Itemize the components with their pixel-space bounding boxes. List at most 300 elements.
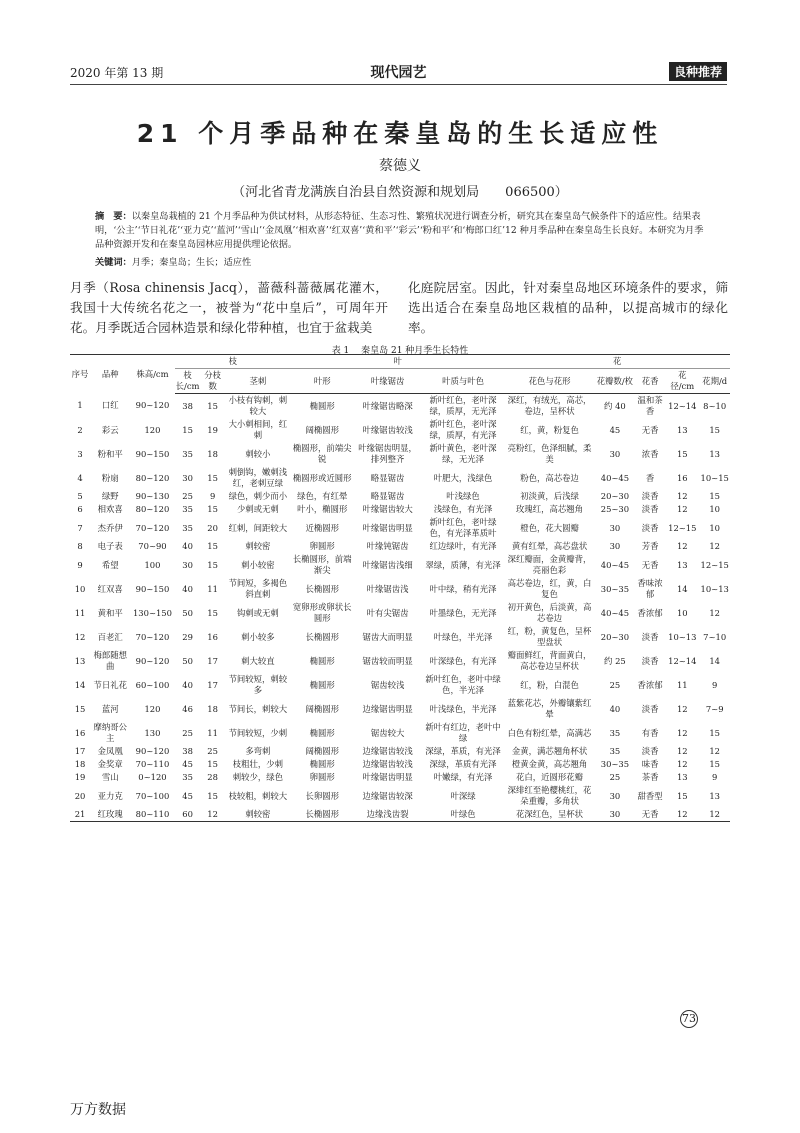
table-cell: 12 (676, 727, 688, 738)
table-cell: 90~120 (135, 655, 170, 666)
table-cell: 粉和平 (97, 448, 123, 459)
table-cell: 19 (74, 772, 86, 782)
table-cell: 7~9 (705, 703, 724, 714)
table-cell: 13 (709, 790, 721, 801)
table-cell: 17 (74, 746, 86, 756)
table-cell: 11 (207, 583, 218, 594)
table-cell: 10~15 (700, 472, 729, 483)
table-cell: 13 (676, 424, 688, 435)
table-cell: 12 (676, 746, 688, 756)
table-cell: 叶缘锯齿较大 (362, 504, 413, 514)
table-row (70, 553, 730, 577)
keywords (95, 254, 705, 268)
table-cell: 电子表 (97, 541, 123, 551)
table-cell: 7~10 (703, 631, 727, 642)
table-cell: 橙色，花大圆瓣 (520, 522, 579, 533)
table-cell: 40~45 (600, 472, 630, 483)
table-cell: 叶缘锯齿浅 (366, 583, 409, 594)
table-cell: 30 (182, 472, 193, 483)
table-cell: 12~15 (668, 522, 697, 533)
col-name: 品种 (90, 355, 130, 394)
table-cell: 无香 (641, 424, 659, 435)
col-branch-num: 分枝数 (201, 369, 225, 394)
table-cell: 30 (609, 522, 621, 533)
table-cell: 18 (74, 759, 86, 769)
table-cell: 叶深绿 (450, 790, 476, 801)
table-cell: 13 (676, 772, 688, 782)
table-cell: 叶缘钝锯齿 (366, 541, 409, 551)
table-cell: 叶缘锯齿明显 (362, 522, 413, 533)
col-branch-len: 枝长/cm (175, 369, 201, 394)
table-cell: 橙黄金黄，高芯翘角 (511, 759, 588, 769)
table-cell: 金凤凰 (97, 746, 123, 756)
table-cell: 新叶红色，老叶绿色，有光泽革质叶 (429, 517, 497, 538)
table-cell: 长卵圆形 (305, 790, 339, 801)
table-cell: 35 (182, 448, 193, 459)
table-cell: 12~14 (668, 655, 697, 666)
abstract-text: 以秦皇岛栽植的 21 个月季品种为供试材料，从形态特征、生态习性、繁殖状况进行调查分析，研究其在秦皇岛气候条件下的适应性。结果表明，‘公主’‘节日礼花’‘亚力克’‘蓝河’‘雪山’‘金凤凰’‘相欢喜’‘红双喜’‘黄和平’‘彩云’‘粉和平’和‘梅郎口红’12 种月季品种在秦皇岛生长良好。本研究为月季品种资源开发和在秦皇岛园林应用提供理论依据。 (95, 211, 704, 250)
table-cell: 29 (182, 631, 193, 642)
table-cell: 红，粉，白混色 (520, 679, 579, 690)
table-cell: 14 (74, 679, 86, 690)
table-cell: 12~15 (700, 559, 729, 570)
table-cell: 翠绿，质薄，有光泽 (425, 559, 501, 570)
table-cell: 瓣面鲜红，背面黄白，高芯卷边呈杯状 (507, 650, 592, 671)
table-cell: 25~30 (600, 504, 630, 514)
table-cell: 大小刺相间，红刺 (228, 419, 288, 440)
table-cell: 卵圆形 (309, 541, 335, 551)
table-row (70, 721, 730, 745)
table-cell: 90~120 (135, 746, 170, 756)
table-cell: 刺较小 (245, 448, 271, 459)
table-cell: 13 (709, 448, 721, 459)
table-cell: 35 (182, 504, 193, 514)
table-cell: 粉扇 (101, 472, 119, 483)
table-cell: 淡香 (641, 655, 659, 666)
table-cell: 30 (182, 559, 193, 570)
table-cell: 花白，近圆形花瓣 (516, 772, 584, 782)
table-cell: 枝粗壮，少刺 (232, 759, 283, 769)
table-cell: 粉色，高芯卷边 (520, 472, 579, 483)
table-cell: 锯齿较大 (370, 727, 405, 738)
table-cell: 40 (182, 679, 193, 690)
table-cell: 蓝紫花芯，外瓣镶紫红晕 (507, 698, 592, 719)
table-cell: 21 (70, 808, 90, 822)
table-cell: 长椭圆形 (291, 808, 353, 822)
keywords-text: 月季；秦皇岛；生长；适应性 (131, 257, 252, 268)
table-cell: 17 (207, 679, 218, 690)
table-cell: 16 (676, 472, 688, 483)
table-cell: 25 (207, 746, 218, 756)
table-cell: 甜香型 (637, 790, 663, 801)
table-cell: 28 (207, 772, 218, 782)
table-cell: 花深红色，呈杯状 (504, 808, 595, 822)
table-cell: 红边绿叶，有光泽 (429, 541, 497, 551)
table-cell: 16 (74, 727, 86, 738)
table-cell: 8~10 (703, 400, 727, 411)
table-cell: 节间较短，刺较多 (228, 674, 288, 695)
table-cell: 叶中绿，稍有光泽 (429, 583, 497, 594)
table-cell: 约 25 (604, 655, 626, 666)
table-cell: 香浓郁 (637, 607, 663, 618)
table-cell: 深绿，革质有光泽 (429, 759, 497, 769)
table-cell: 50 (182, 607, 193, 618)
table-cell: 白色有粉红晕，高满芯 (507, 727, 592, 738)
table-cell: 80~120 (135, 472, 170, 483)
table-cell: 长椭圆形，前端渐尖 (292, 554, 352, 575)
table-cell: 13 (74, 655, 86, 666)
table-cell: 长椭圆形 (305, 631, 339, 642)
table-cell: 刺较少，绿色 (232, 772, 283, 782)
table-cell: 叶绿色 (422, 808, 504, 822)
table-cell: 16 (207, 631, 218, 642)
table-cell: 希望 (101, 559, 119, 570)
table-cell: 50 (182, 655, 193, 666)
table-cell: 40 (609, 703, 621, 714)
table-cell: 淡香 (641, 504, 659, 514)
table-row (70, 442, 730, 466)
table-cell: 多弯刺 (245, 746, 271, 756)
table-cell: 38 (182, 400, 193, 411)
table-row (70, 784, 730, 808)
section-badge: 良种推荐 (669, 62, 727, 81)
table-row (70, 625, 730, 649)
table-cell: 椭圆形 (309, 759, 335, 769)
table-cell: 约 40 (604, 400, 626, 411)
table-cell: 90~150 (135, 583, 170, 594)
table-cell: 新叶红色，老叶深绿，质厚，有光泽 (429, 419, 497, 440)
table-cell: 长椭圆形 (305, 583, 339, 594)
running-header (70, 62, 727, 82)
page-number: 73 (680, 1010, 698, 1028)
table-cell: 9 (712, 772, 718, 782)
table-cell: 35 (182, 522, 193, 533)
table-cell: 8 (77, 541, 83, 551)
table-cell: 高芯卷边，红，黄，白复色 (507, 578, 592, 599)
table-cell: 45 (609, 424, 621, 435)
table-cell: 椭圆形 (309, 727, 335, 738)
col-group-leaf: 叶 (291, 355, 504, 369)
table-cell: 18 (207, 703, 218, 714)
table-cell: 30~35 (600, 583, 630, 594)
table-cell: 叶浅绿色 (446, 491, 480, 501)
table-cell: 9 (209, 491, 216, 501)
table-cell: 20~30 (600, 491, 630, 501)
table-cell: 椭圆形或近圆形 (292, 472, 352, 483)
col-leaf-shape: 叶形 (291, 369, 353, 394)
table-cell: 30 (609, 541, 621, 551)
table-cell: 亮粉红，色泽细腻，柔美 (507, 443, 592, 464)
table-row (70, 577, 730, 601)
table-cell: 彩云 (101, 424, 119, 435)
table-row (70, 673, 730, 697)
table-cell: 金奖章 (97, 759, 123, 769)
table-cell: 叶有尖锯齿 (366, 607, 409, 618)
table-cell: 15 (182, 424, 193, 435)
table-row (70, 601, 730, 625)
table-cell: 叶缘锯齿浅细 (362, 559, 413, 570)
table-cell: 70~110 (135, 759, 170, 769)
table-cell: 叶缘锯齿明显 (362, 772, 413, 782)
table-cell: 12 (699, 808, 730, 822)
table-cell: 9 (712, 679, 718, 690)
table-cell: 25 (609, 679, 621, 690)
table-cell: 25 (182, 491, 193, 501)
table-cell: 18 (207, 448, 218, 459)
table-cell: 浅绿色，有光泽 (433, 504, 493, 514)
table-cell: 1 (77, 400, 83, 411)
table-cell: 10 (709, 504, 721, 514)
table-cell: 35 (609, 746, 621, 756)
table-cell: 11 (207, 727, 218, 738)
col-group-flower: 花 (504, 355, 730, 369)
table-cell: 90~150 (135, 448, 170, 459)
table-cell: 15 (709, 759, 721, 769)
table-cell: 120 (144, 424, 161, 435)
table-cell: 5 (77, 491, 83, 501)
table-cell: 味香 (641, 759, 659, 769)
table-row (70, 697, 730, 721)
table-cell: 边缘锯齿明显 (362, 703, 413, 714)
table-cell: 叶浅绿色，半光泽 (429, 703, 497, 714)
table-cell: 7 (77, 522, 83, 533)
table-cell: 卵圆形 (309, 772, 335, 782)
table-cell: 叶小，椭圆形 (297, 504, 348, 514)
table-cell: 阔椭圆形 (305, 424, 339, 435)
table-cell: 雪山 (101, 772, 119, 782)
table-cell: 口红 (101, 400, 119, 411)
table-cell: 红，粉，黄复色，呈杯型盘状 (507, 626, 592, 647)
table-cell: 椭圆形 (309, 679, 335, 690)
table-cell: 10 (74, 583, 86, 594)
table-cell: 黄有红晕，高芯盘状 (511, 541, 588, 551)
table-cell: 刺小较密 (241, 559, 275, 570)
table-cell: 19 (207, 424, 218, 435)
table-cell: 10 (709, 522, 721, 533)
table-cell: 叶缘锯齿略深 (362, 400, 413, 411)
table-cell: 叶墨绿色，无光泽 (429, 607, 497, 618)
table-cell: 红玫瑰 (90, 808, 130, 822)
table-cell: 12 (676, 504, 688, 514)
table-cell: 14 (709, 655, 721, 666)
col-no: 序号 (70, 355, 90, 394)
table-cell: 30~35 (600, 759, 630, 769)
table-cell: 初开黄色，后淡黄，高芯卷边 (507, 602, 592, 623)
table-cell: 锯齿较浅 (370, 679, 405, 690)
table-cell: 15 (207, 790, 218, 801)
table-cell: 15 (74, 703, 86, 714)
table-cell: 12 (676, 703, 688, 714)
table-cell: 叶肥大，浅绿色 (433, 472, 493, 483)
table-cell: 有香 (641, 727, 659, 738)
table-cell: 15 (207, 472, 218, 483)
table-cell: 锯齿较而明显 (362, 655, 413, 666)
table-cell: 新叶红色，老叶深绿，质厚，无光泽 (429, 395, 497, 416)
table-cell: 15 (207, 559, 218, 570)
footer-watermark: 万方数据 (70, 1102, 126, 1118)
table-cell: 15 (207, 759, 218, 769)
article-title: 21 个月季品种在秦皇岛的生长适应性 (136, 119, 664, 148)
rose-traits-table (70, 354, 730, 822)
table-cell: 深绯红至艳樱桃红，花朵重瓣，多角状 (507, 785, 592, 806)
table-cell: 叶缘锯齿较浅 (362, 424, 413, 435)
table-cell: 15 (207, 400, 218, 411)
table-cell: 15 (207, 541, 218, 551)
table-cell: 锯齿大而明显 (362, 631, 413, 642)
table-cell: 节间较短，少刺 (228, 727, 288, 738)
table-cell: 15 (709, 491, 721, 501)
table-cell: 80~120 (135, 504, 170, 514)
table-cell: 相欢喜 (97, 504, 123, 514)
table-cell: 38 (182, 746, 193, 756)
table-cell: 20 (74, 790, 86, 801)
col-flower-color: 花色与花形 (504, 369, 595, 394)
table-cell: 130~150 (132, 607, 172, 618)
table-cell: 小枝有钩刺，刺较大 (228, 395, 288, 416)
table-cell: 新叶有红边，老叶中绿 (425, 722, 501, 743)
table-cell: 15 (676, 448, 688, 459)
table-cell: 6 (77, 504, 83, 514)
table-cell: 红，黄，粉复色 (520, 424, 579, 435)
table-cell: 12 (201, 808, 225, 822)
table-cell: 叶绿色，半光泽 (433, 631, 493, 642)
table-cell: 深红瓣面，金黄瓣背，亮丽色彩 (507, 554, 592, 575)
table-cell: 12 (676, 541, 688, 551)
table-cell: 淡香 (641, 631, 659, 642)
table-cell: 14 (676, 583, 688, 594)
table-row (70, 808, 730, 822)
table-cell: 初淡黄，后浅绿 (520, 491, 579, 501)
table-cell: 温和茶香 (637, 395, 663, 416)
table-cell: 15 (676, 790, 688, 801)
table-row (70, 394, 730, 419)
table-cell: 12 (676, 759, 688, 769)
table-cell: 红刺，间距较大 (228, 522, 288, 533)
table-cell: 红双喜 (97, 583, 123, 594)
table-cell: 椭圆形 (309, 400, 335, 411)
table-cell: 叶缘锯齿明显，排列整齐 (358, 443, 417, 464)
table-row (70, 649, 730, 673)
table-cell: 25 (182, 727, 193, 738)
table-row (70, 418, 730, 442)
table-cell: 茶香 (641, 772, 659, 782)
table-cell: 13 (676, 559, 688, 570)
table-cell: 深红，有绒光，高芯，卷边，呈杯状 (507, 395, 592, 416)
table-cell: 90~130 (135, 491, 170, 501)
table-cell: 15 (207, 504, 218, 514)
table-cell: 刺较密 (225, 808, 291, 822)
table-cell: 玫瑰红，高芯翘角 (516, 504, 584, 514)
col-group-branch: 枝 (175, 355, 291, 369)
table-cell: 边缘锯齿较浅 (362, 759, 413, 769)
table-cell: 12 (665, 808, 699, 822)
table-cell: 12 (709, 607, 721, 618)
abstract-label: 摘 要： (95, 211, 132, 222)
table-cell: 100 (144, 559, 161, 570)
table-cell: 17 (207, 655, 218, 666)
table-cell: 亚力克 (97, 790, 123, 801)
table-cell: 11 (676, 679, 688, 690)
table-cell: 130 (144, 727, 161, 738)
table-cell: 60 (175, 808, 201, 822)
col-scent: 花香 (635, 369, 665, 394)
table-cell: 45 (182, 759, 193, 769)
table-cell: 70~120 (135, 631, 170, 642)
table-cell: 9 (77, 559, 83, 570)
table-cell: 香浓郁 (637, 679, 663, 690)
table-cell: 15 (709, 727, 721, 738)
table-cell: 46 (182, 703, 193, 714)
table-cell: 0~120 (138, 772, 167, 782)
table-cell: 阔椭圆形 (305, 703, 339, 714)
table-cell: 淡香 (641, 522, 659, 533)
table-cell: 10~13 (668, 631, 697, 642)
table-cell: 4 (77, 472, 83, 483)
table-row (70, 540, 730, 553)
table-cell: 12 (676, 491, 688, 501)
col-leaf-texture: 叶质与叶色 (422, 369, 504, 394)
table-cell: 梅郎随想曲 (93, 650, 127, 671)
table-cell: 25 (609, 772, 621, 782)
table-cell: 40~45 (600, 607, 630, 618)
table-cell: 刺大较直 (241, 655, 275, 666)
keywords-label: 关键词： (95, 257, 132, 268)
table-row (70, 516, 730, 540)
issue-label: 2020 年第 13 期 (70, 66, 164, 80)
table-cell: 15 (709, 424, 721, 435)
table-cell: 15 (207, 607, 218, 618)
table-cell: 2 (77, 424, 83, 435)
table-row (70, 758, 730, 771)
table-cell: 30 (609, 448, 621, 459)
abstract (95, 210, 705, 252)
table-cell: 11 (74, 607, 86, 618)
col-leaf-edge: 叶缘锯齿 (353, 369, 421, 394)
table-row (70, 490, 730, 503)
table-cell: 3 (77, 448, 83, 459)
table-row (70, 771, 730, 784)
table-cell: 节间短，多褐色斜直刺 (228, 578, 288, 599)
table-cell: 叶深绿色，有光泽 (429, 655, 497, 666)
table-cell: 芳香 (641, 541, 659, 551)
table-cell: 节日礼花 (93, 679, 127, 690)
table-cell: 百老汇 (97, 631, 123, 642)
table-cell: 枝较粗，刺较大 (228, 790, 288, 801)
table-cell: 略显锯齿 (370, 491, 405, 501)
table-cell: 新叶黄色，老叶深绿，无光泽 (429, 443, 497, 464)
table-cell: 淡香 (641, 703, 659, 714)
table-cell: 70~100 (135, 790, 170, 801)
table-cell: 蓝河 (101, 703, 119, 714)
table-cell: 80~110 (130, 808, 174, 822)
table-cell: 近椭圆形 (305, 522, 339, 533)
table-cell: 钩刺或无刺 (236, 607, 279, 618)
table-cell: 椭圆形，前端尖锐 (292, 443, 352, 464)
table-cell: 浓香 (641, 448, 659, 459)
table-caption: 表 1 秦皇岛 21 种月季生长特性 (331, 346, 469, 356)
table-cell: 12 (709, 541, 721, 551)
header-rule (70, 84, 727, 85)
col-thorn: 茎刺 (225, 369, 291, 394)
col-petals: 花瓣数/枚 (595, 369, 635, 394)
table-cell: 边缘浅齿裂 (353, 808, 421, 822)
table-cell: 绿色，有红晕 (297, 491, 348, 501)
table-cell: 10 (676, 607, 688, 618)
table-cell: 刺小较多 (241, 631, 275, 642)
table-cell: 70~90 (138, 541, 167, 551)
table-cell: 淡香 (641, 491, 659, 501)
table-cell: 金黄，满芯翘角杯状 (511, 746, 588, 756)
